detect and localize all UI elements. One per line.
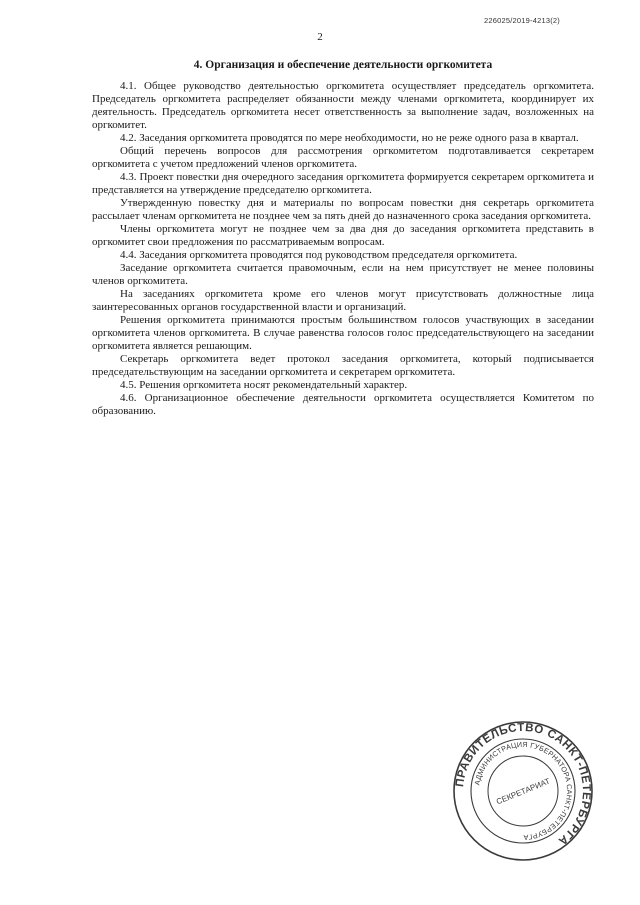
paragraph-4-2: 4.2. Заседания оргкомитета проводятся по мере необходимости, но не реже одного раза в квартал. xyxy=(120,132,579,144)
paragraph-4-1: 4.1. Общее руководство деятельностью оргкомитета осуществляет председатель оргкомитета. Председатель оргкомитета распределяет обязанности между членами оргкомитета, координирует их деятельность. Председатель оргкомитета несет ответственность за выполнение задач, возложенных на оргкомитет. xyxy=(92,80,594,131)
section-title: 4. Организация и обеспечение деятельности оргкомитета xyxy=(193,59,493,71)
paragraph-4-3: 4.3. Проект повестки дня очередного заседания оргкомитета формируется секретарем оргкомитета и представляется на утверждение председателю оргкомитета. xyxy=(92,171,594,196)
paragraph-4-4-decisions: Решения оргкомитета принимаются простым большинством голосов участвующих в заседании оргкомитета членов оргкомитета. В случае равенства голосов голос председательствующего на заседании оргкомитета является решающим. xyxy=(92,314,594,352)
secretariat-stamp xyxy=(452,720,594,862)
paragraph-4-5: 4.5. Решения оргкомитета носят рекомендательный характер. xyxy=(120,379,408,391)
paragraph-4-2-list: Общий перечень вопросов для рассмотрения оргкомитетом подготавливается секретарем оргкомитета с учетом предложений членов оргкомитета. xyxy=(92,145,594,170)
paragraph-4-4: 4.4. Заседания оргкомитета проводятся под руководством председателя оргкомитета. xyxy=(120,249,518,261)
document-body xyxy=(92,80,594,418)
paragraph-4-6: 4.6. Организационное обеспечение деятельности оргкомитета осуществляется Комитетом по образованию. xyxy=(92,392,594,417)
paragraph-4-4-minutes: Секретарь оргкомитета ведет протокол заседания оргкомитета, который подписывается председательствующим на заседании оргкомитета и секретарем оргкомитета. xyxy=(92,353,594,378)
paragraph-4-4-quorum: Заседание оргкомитета считается правомочным, если на нем присутствует не менее половины членов оргкомитета. xyxy=(92,262,594,287)
stamp-outer-text: ПРАВИТЕЛЬСТВО САНКТ-ПЕТЕРБУРГА xyxy=(454,721,593,848)
paragraph-4-4-attendees: На заседаниях оргкомитета кроме его членов могут присутствовать должностные лица заинтересованных органов государственной власти и организаций. xyxy=(92,288,594,313)
paragraph-4-3-agenda: Утвержденную повестку дня и материалы по вопросам повестки дня секретарь оргкомитета рассылает членам оргкомитета не позднее чем за пять дней до назначенного срока заседания оргкомитета. xyxy=(92,197,594,222)
stamp-inner-text: АДМИНИСТРАЦИЯ ГУБЕРНАТОРА САНКТ-ПЕТЕРБУРГА xyxy=(472,739,575,843)
paragraph-4-3-proposals: Члены оргкомитета могут не позднее чем за два дня до заседания оргкомитета представить в оргкомитет свои предложения по рассматриваемым вопросам. xyxy=(92,223,594,248)
stamp-center-text: СЕКРЕТАРИАТ xyxy=(495,776,552,807)
document-registration-number: 226025/2019-4213(2) xyxy=(484,16,560,25)
page-number: 2 xyxy=(317,31,323,43)
